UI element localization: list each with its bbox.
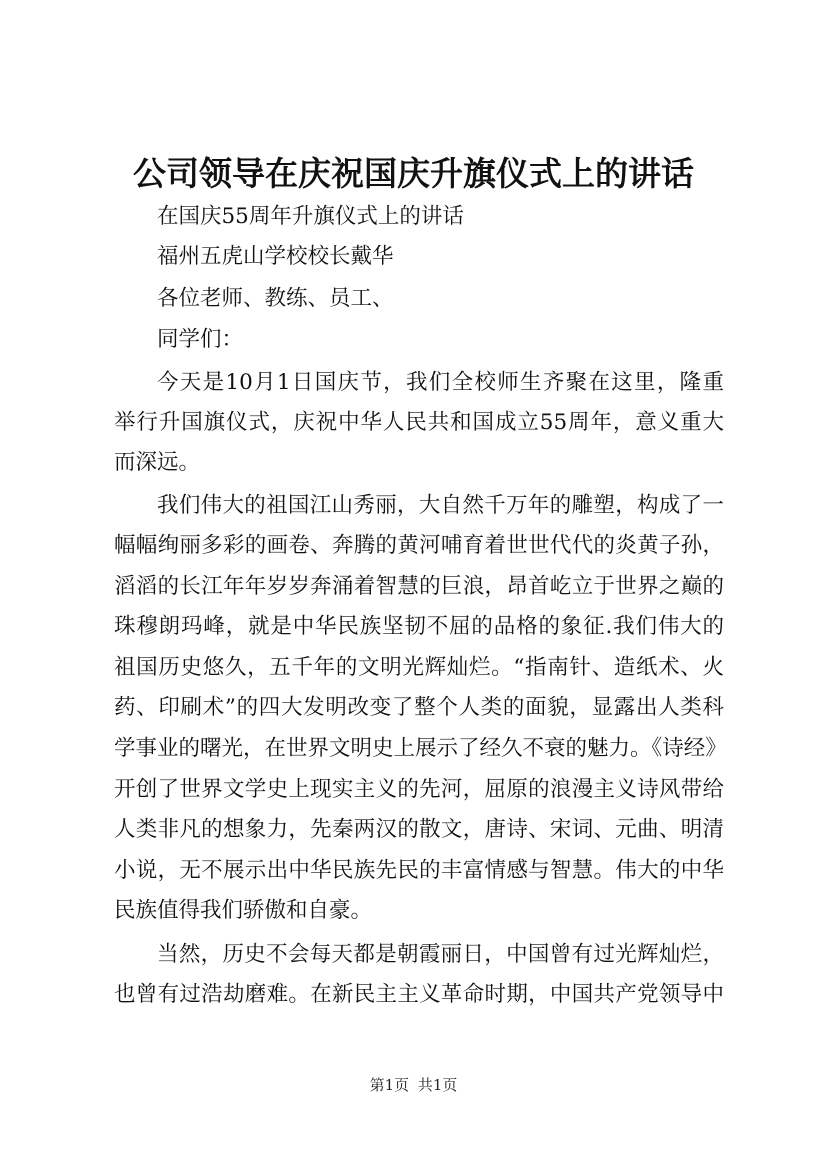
paragraph-line: 我们伟大的祖国江山秀丽，大自然千万年的雕塑，构成了一 <box>157 493 724 518</box>
page-total: 共1页 <box>417 1076 458 1094</box>
paragraph-line: 祖国历史悠久，五千年的文明光辉灿烂。“指南针、造纸术、火 <box>114 655 724 680</box>
salutation-line: 各位老师、教练、员工、 <box>157 286 394 311</box>
paragraph-line: 人类非凡的想象力，先秦两汉的散文，唐诗、宋词、元曲、明清 <box>114 817 724 842</box>
paragraph-line: 珠穆朗玛峰，就是中华民族坚韧不屈的品格的象征.我们伟大的 <box>114 614 724 639</box>
paragraph-line: 开创了世界文学史上现实主义的先河，屈原的浪漫主义诗风带给 <box>114 777 724 802</box>
paragraph-line: 小说，无不展示出中华民族先民的丰富情感与智慧。伟大的中华 <box>114 858 724 883</box>
salutation-line: 同学们： <box>157 327 244 352</box>
paragraph-line: 民族值得我们骄傲和自豪。 <box>114 898 373 923</box>
subtitle: 在国庆55周年升旗仪式上的讲话 <box>157 204 464 229</box>
paragraph-line: 举行升国旗仪式，庆祝中华人民共和国成立55周年，意义重大 <box>114 410 724 435</box>
page-footer <box>0 1074 827 1095</box>
paragraph-line: 今天是10月1日国庆节，我们全校师生齐聚在这里，隆重 <box>157 370 724 395</box>
paragraph-line: 滔滔的长江年年岁岁奔涌着智慧的巨浪，昂首屹立于世界之巅的 <box>114 574 724 599</box>
document-title: 公司领导在庆祝国庆升旗仪式上的讲话 <box>133 154 694 193</box>
paragraph-line: 也曾有过浩劫磨难。在新民主主义革命时期，中国共产党领导中 <box>114 982 724 1007</box>
paragraph-line: 而深远。 <box>114 450 201 475</box>
paragraph-line: 当然，历史不会每天都是朝霞丽日，中国曾有过光辉灿烂， <box>157 942 724 967</box>
paragraph-line: 学事业的曙光，在世界文明史上展示了经久不衰的魅力。《诗经》 <box>114 736 727 761</box>
paragraph-line: 药、印刷术”的四大发明改变了整个人类的面貌，显露出人类科 <box>114 695 724 720</box>
paragraph-line: 幅幅绚丽多彩的画卷、奔腾的黄河哺育着世世代代的炎黄子孙， <box>114 533 724 558</box>
speaker-line: 福州五虎山学校校长戴华 <box>157 244 394 269</box>
page-number: 第1页 <box>369 1076 410 1094</box>
